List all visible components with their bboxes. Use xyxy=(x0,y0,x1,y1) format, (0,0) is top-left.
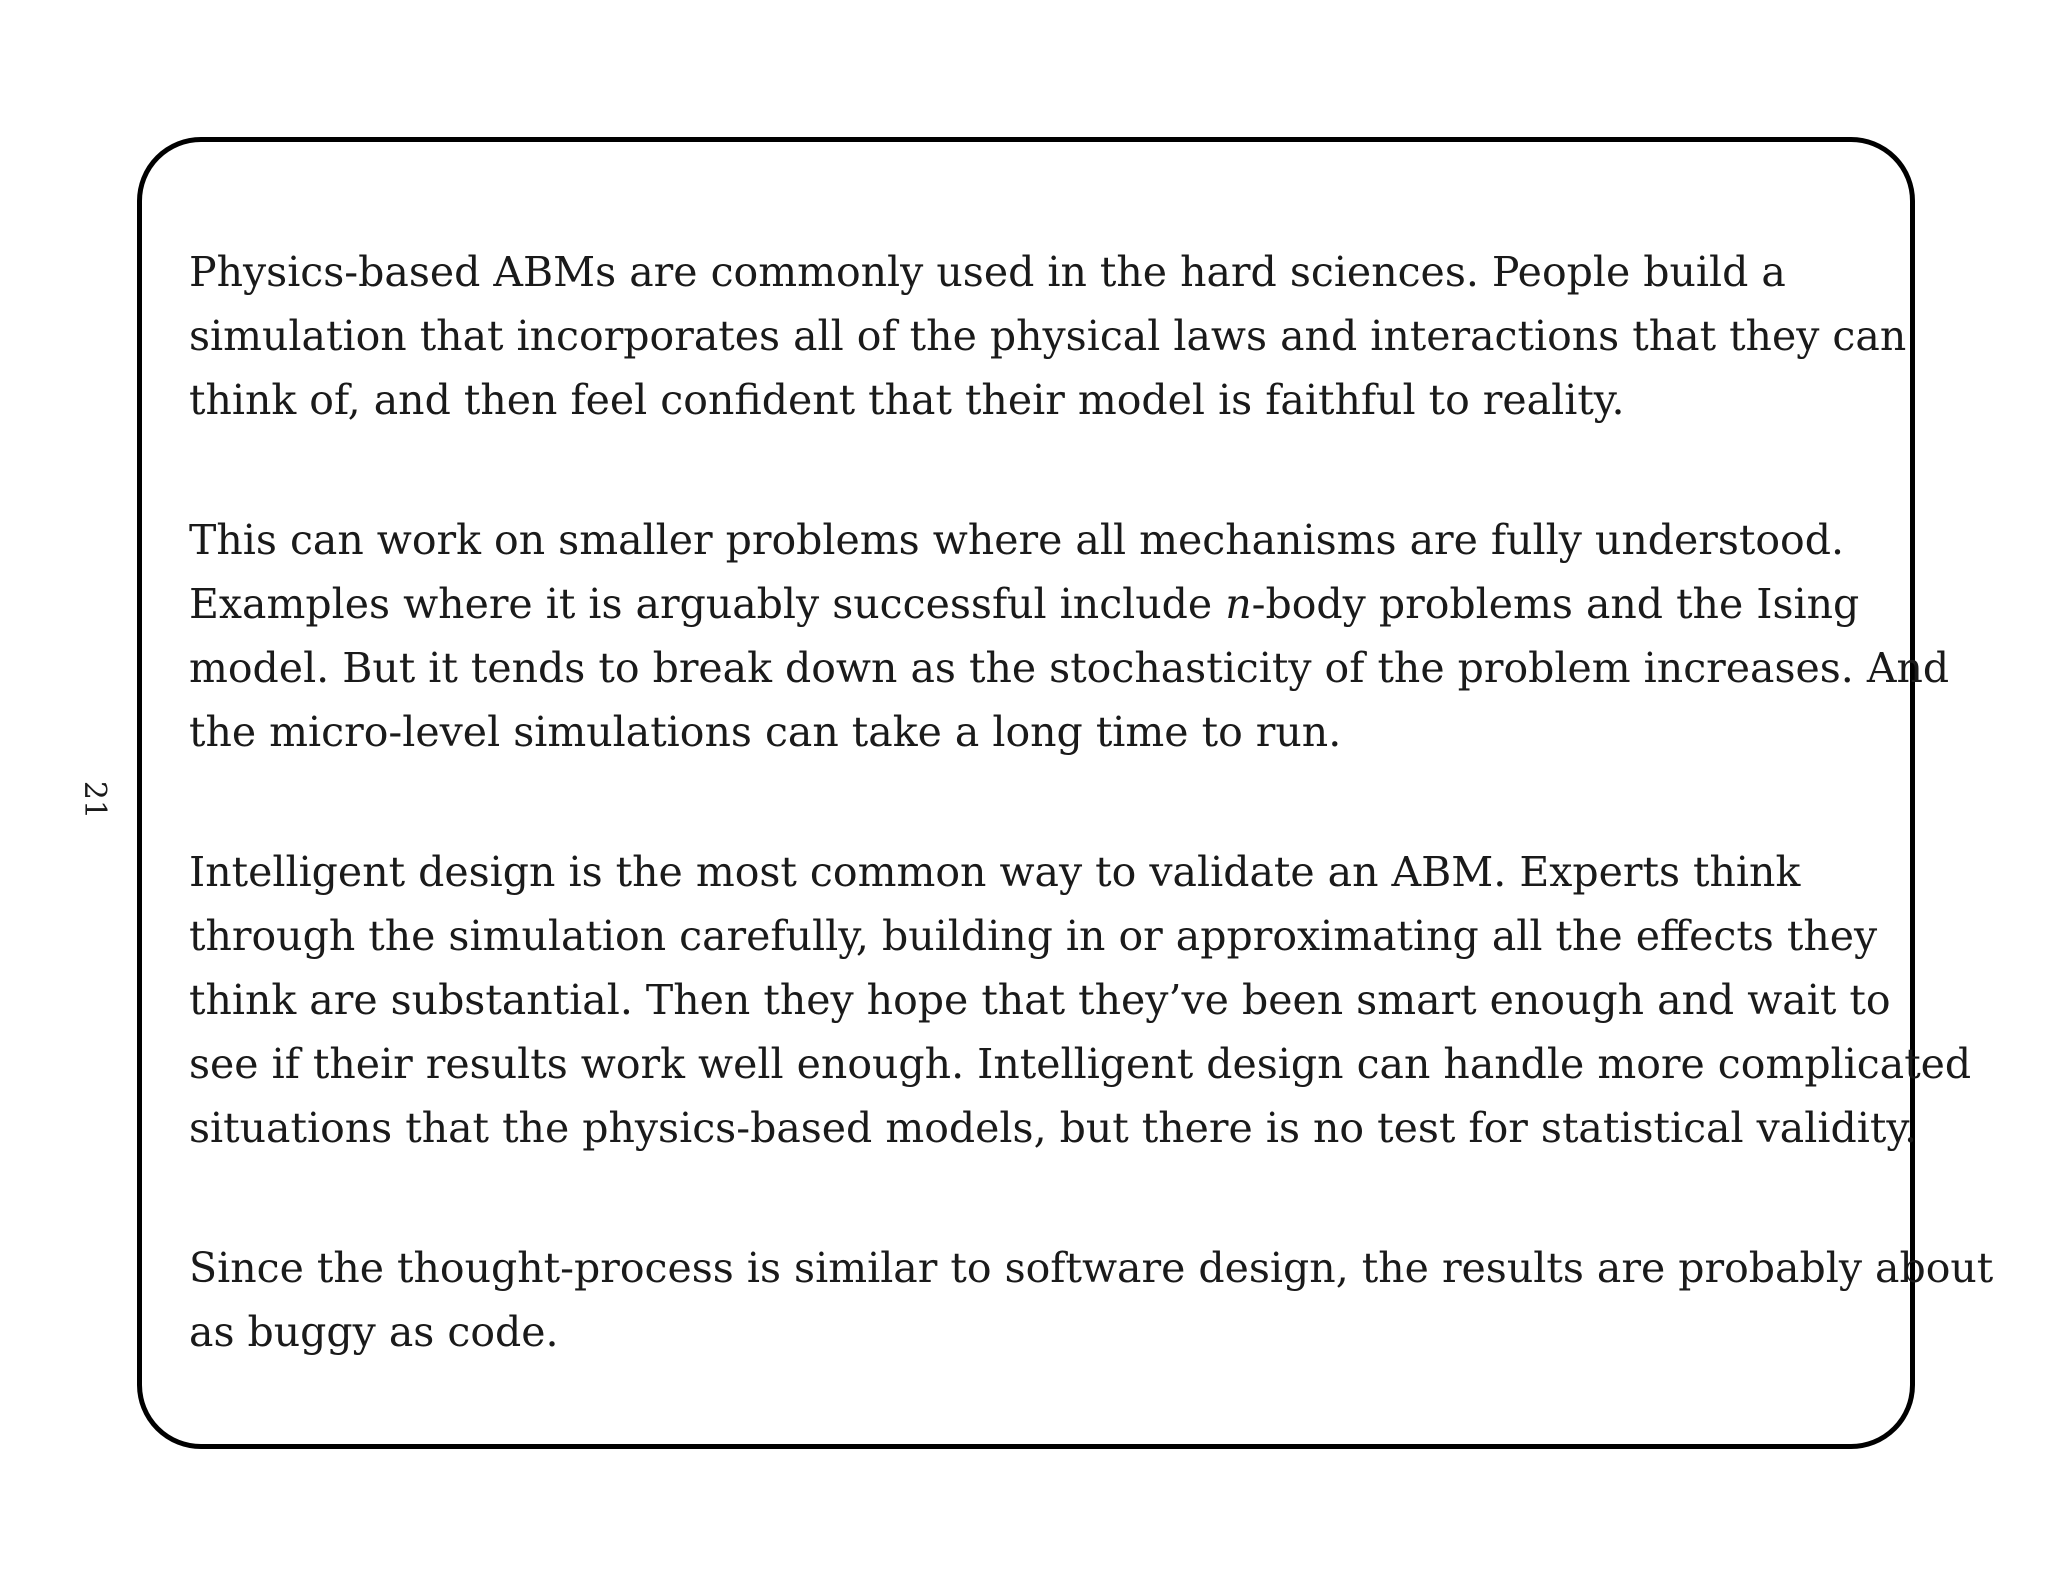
page-number: 21 xyxy=(77,780,112,820)
text-line: think of, and then feel confident that their model is faithful to reality. xyxy=(189,376,1625,424)
text-line: Since the thought-process is similar to software design, the results are probably about xyxy=(189,1244,1994,1292)
paragraph-software-design xyxy=(189,1236,1994,1364)
paragraph-smaller-problems xyxy=(189,508,1950,764)
text-line: Intelligent design is the most common way to validate an ABM. Experts think xyxy=(189,848,1801,896)
text-segment: -body problems and the Ising xyxy=(1251,580,1860,628)
text-line: simulation that incorporates all of the physical laws and interactions that they can xyxy=(189,312,1907,360)
text-line: see if their results work well enough. Intelligent design can handle more complicated xyxy=(189,1040,1972,1088)
text-line: model. But it tends to break down as the stochasticity of the problem increases. And xyxy=(189,644,1950,692)
text-line: through the simulation carefully, building in or approximating all the effects they xyxy=(189,912,1878,960)
text-line: as buggy as code. xyxy=(189,1308,559,1356)
text-line: Physics-based ABMs are commonly used in the hard sciences. People build a xyxy=(189,248,1786,296)
text-line: This can work on smaller problems where all mechanisms are fully understood. xyxy=(189,516,1844,564)
paragraph-physics-based-abms xyxy=(189,240,1907,432)
text-line: think are substantial. Then they hope that they’ve been smart enough and wait to xyxy=(189,976,1891,1024)
text-line: situations that the physics-based models, but there is no test for statistical validity. xyxy=(189,1104,1918,1152)
math-variable: n xyxy=(1225,580,1252,628)
text-segment: Examples where it is arguably successful include xyxy=(189,580,1226,628)
text-line-with-math xyxy=(189,572,1889,636)
paragraph-intelligent-design xyxy=(189,840,1972,1160)
slide-content xyxy=(189,240,1994,1440)
text-line: the micro-level simulations can take a long time to run. xyxy=(189,708,1342,756)
